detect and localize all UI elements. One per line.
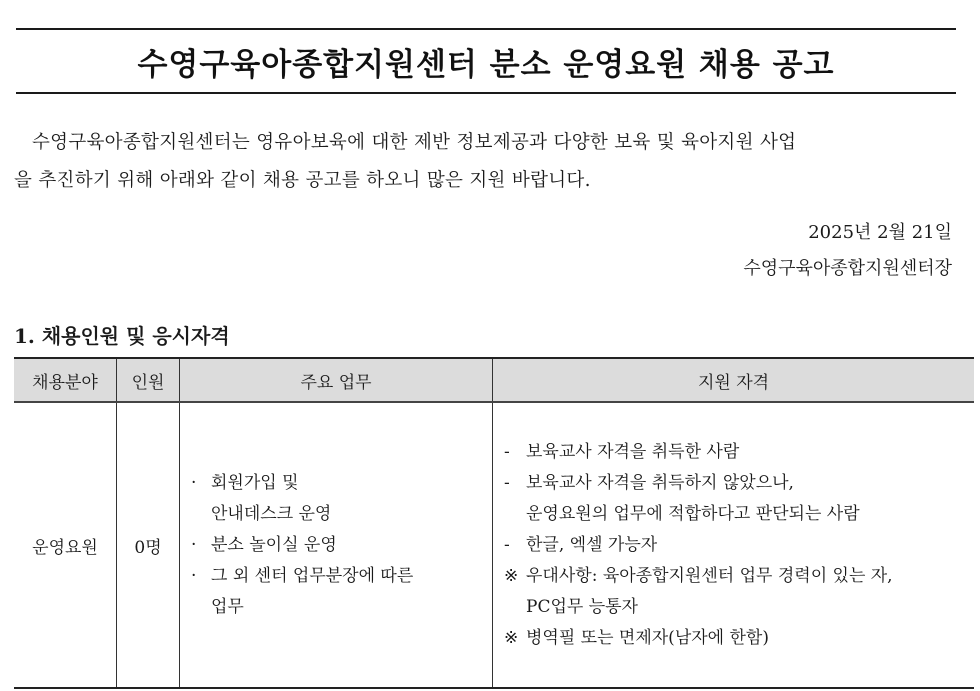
intro-line-1 bbox=[14, 124, 958, 162]
qualification-item bbox=[504, 623, 973, 654]
intro-line-2: 을 추진하기 위해 아래와 같이 채용 공고를 하오니 많은 지원 바랍니다. bbox=[14, 170, 591, 191]
cell-duties bbox=[180, 402, 493, 688]
qualification-item-mark: ※ bbox=[504, 565, 519, 586]
cell-count: 0명 bbox=[117, 402, 180, 688]
announcement-date: 2025년 2월 21일 bbox=[808, 222, 952, 243]
title-box bbox=[16, 28, 956, 94]
qualification-item-text: 한글, 엑셀 가능자 bbox=[526, 534, 658, 555]
qualifications-list bbox=[494, 437, 973, 654]
qualification-item bbox=[504, 468, 973, 530]
intro-paragraph bbox=[14, 124, 958, 200]
cell-qualifications bbox=[493, 402, 975, 688]
duty-item-mark: · bbox=[191, 472, 197, 493]
duties-list bbox=[181, 468, 491, 623]
qualification-item bbox=[504, 530, 973, 561]
signer: 수영구육아종합지원센터장 bbox=[743, 258, 952, 279]
cell-field: 운영요원 bbox=[14, 402, 117, 688]
qualification-item-mark: - bbox=[504, 472, 510, 493]
duty-item-mark: · bbox=[191, 565, 197, 586]
duty-item-text: 회원가입 및 안내데스크 운영 bbox=[211, 472, 332, 524]
qualification-item-text: 보육교사 자격을 취득하지 않았으나, 운영요원의 업무에 적합하다고 판단되는 사람 bbox=[526, 472, 860, 524]
duty-item bbox=[191, 530, 491, 561]
section-title: 1. 채용인원 및 응시자격 bbox=[14, 324, 230, 348]
qualification-item-text: 보육교사 자격을 취득한 사람 bbox=[526, 441, 740, 462]
duty-item bbox=[191, 468, 491, 530]
qualification-item bbox=[504, 437, 973, 468]
qualification-item-mark: - bbox=[504, 534, 510, 555]
page-title: 수영구육아종합지원센터 분소 운영요원 채용 공고 bbox=[137, 46, 835, 83]
duty-item-text: 그 외 센터 업무분장에 따른 업무 bbox=[211, 565, 414, 617]
duty-item-text: 분소 놀이실 운영 bbox=[211, 534, 337, 555]
header-qualifications: 지원 자격 bbox=[493, 358, 975, 402]
header-count: 인원 bbox=[117, 358, 180, 402]
recruitment-table bbox=[14, 357, 974, 689]
qualification-item-mark: ※ bbox=[504, 627, 519, 648]
qualification-item-text: 우대사항: 육아종합지원센터 업무 경력이 있는 자, PC업무 능통자 bbox=[526, 565, 893, 617]
header-duties: 주요 업무 bbox=[180, 358, 493, 402]
qualification-item-mark: - bbox=[504, 441, 510, 462]
intro-line-1-text: 수영구육아종합지원센터는 영유아보육에 대한 제반 정보제공과 다양한 보육 및 육아지원 사업 bbox=[32, 132, 797, 153]
header-field: 채용분야 bbox=[14, 358, 117, 402]
duty-item bbox=[191, 561, 491, 623]
qualification-item bbox=[504, 561, 973, 623]
table-row bbox=[14, 402, 974, 688]
duty-item-mark: · bbox=[191, 534, 197, 555]
table-header-row bbox=[14, 358, 974, 402]
qualification-item-text: 병역필 또는 면제자(남자에 한함) bbox=[526, 627, 769, 648]
